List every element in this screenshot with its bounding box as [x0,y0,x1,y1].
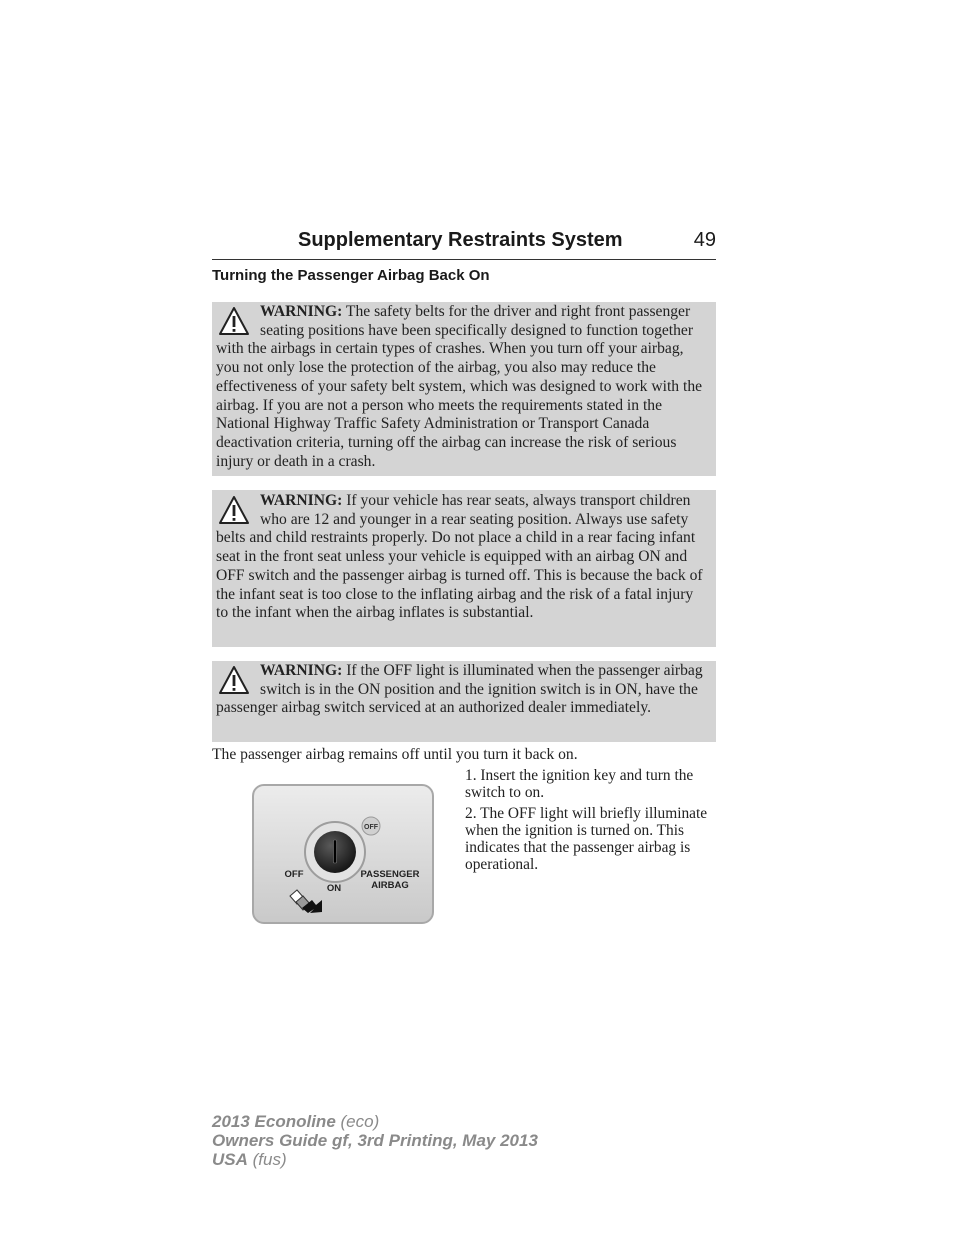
warning-text: If the OFF light is illuminated when the passenger airbag switch is in the ON position and the ignition switch is in ON, have the passenger airbag switch serviced at an authorized dealer immediately. [216,662,703,717]
warning-label: WARNING: [260,492,343,509]
warning-box-3 [212,661,716,742]
page-header [212,229,716,260]
off-light-label: OFF [364,824,378,831]
warning-triangle-icon [218,305,250,337]
footer-model-code: (eco) [335,1112,380,1131]
key-slot [334,840,337,863]
airbag-label: AIRBAG [371,880,409,891]
warning-triangle-icon [218,664,250,696]
switch-off-label: OFF [284,869,304,880]
page-title: Supplementary Restraints System [298,229,623,251]
warning-triangle-icon [218,494,250,526]
warning-label: WARNING: [260,303,343,320]
footer-guide-line [212,1131,538,1150]
warning-text: The safety belts for the driver and right front passenger seating positions have been specifically designed to function together with the airbags in certain types of crashes. When you turn off your airbag, you not only lose the protection of the airbag, you also may reduce the effectiveness of your safety belt system, which was designed to work with the airbag. If you are not a person who meets the requirements stated in the National Highway Traffic Safety Administration or Transport Canada deactivation criteria, turning off the airbag can increase the risk of serious injury or death in a crash. [216,303,703,470]
warning-text: If your vehicle has rear seats, always transport children who are 12 and younger in a rear seating position. Always use safety belts and child restraints properly. Do not place a child in a rear facing infant seat in the front seat unless your vehicle is equipped with an airbag ON and OFF switch and the passenger airbag is turned off. This is because the back of the infant seat is too close to the inflating airbag and the risk of a fatal injury to the infant when the airbag inflates is substantial. [216,492,703,622]
footer-region-code: (fus) [247,1150,287,1169]
body-paragraph: The passenger airbag remains off until you turn it back on. [212,746,578,763]
step-1: 1. Insert the ignition key and turn the switch to on. [465,767,694,801]
warning-box-1 [212,302,716,476]
warning-label: WARNING: [260,662,343,679]
steps-list [465,768,715,878]
switch-on-label: ON [326,883,342,894]
footer-guide: Owners Guide gf, 3rd Printing, May 2013 [212,1131,538,1150]
footer-region: USA [212,1150,248,1169]
section-heading: Turning the Passenger Airbag Back On [212,267,490,284]
airbag-switch-illustration [252,784,434,924]
step-2: 2. The OFF light will briefly illuminate when the ignition is turned on. This indicates that the passenger airbag is operational. [465,805,708,873]
footer-region-line [212,1150,538,1169]
page-number: 49 [693,229,716,251]
footer [212,1112,538,1169]
footer-model: 2013 Econoline [212,1112,336,1131]
warning-box-2 [212,490,716,647]
footer-model-line [212,1112,538,1131]
passenger-label: PASSENGER [360,869,420,880]
